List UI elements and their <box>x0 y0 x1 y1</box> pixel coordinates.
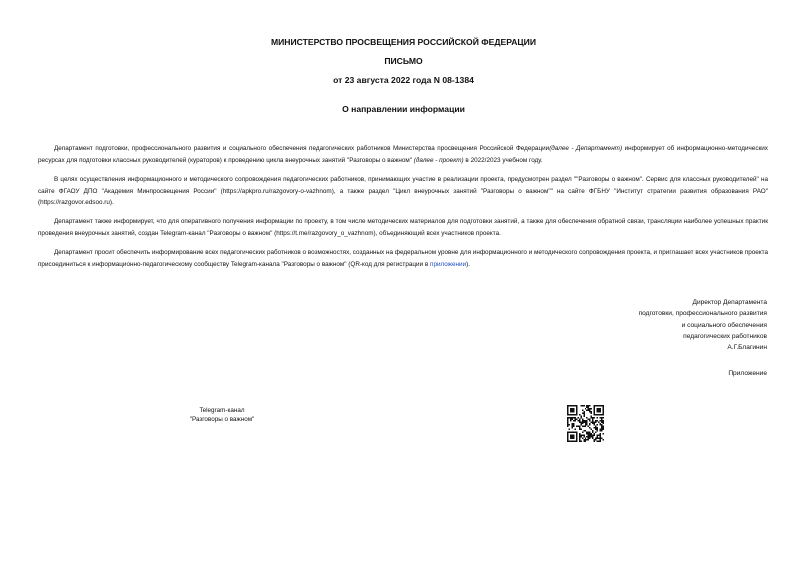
qr-code-icon <box>567 405 604 442</box>
appendix-link[interactable]: приложении <box>430 260 467 268</box>
document-type: ПИСЬМО <box>384 56 423 66</box>
appendix-label: Приложение <box>728 370 767 377</box>
paragraph-2: В целях осуществления информационного и методического сопровождения педагогических работников, принимающих участие в реализации проекта, предусмотрен раздел ""Разговоры о важном". Сервис для классных руководителей" на сайте ФГАОУ ДПО "Академия Минпросвещения России" (https://apkpro.ru/razgovory-o-vazhnom), а также раздел "Цикл внеурочных занятий "Разговоры о важном"" на сайте ФГБНУ "Институт стратегии развития образования РАО" (https://razgovor.edsoo.ru). <box>38 176 768 207</box>
paragraph-4 <box>38 247 768 270</box>
paragraph-1-text-a: Департамент подготовки, профессионального развития и социального обеспечения педагогических работников Министерства просвещения Российской Федерации <box>54 145 550 152</box>
paragraph-4-text-b: ). <box>466 260 471 268</box>
paragraph-1 <box>38 143 768 166</box>
paragraph-1-text-c: информирует об информационно-методических ресурсах для подготовки классных руководителей (кураторов) к проведению цикла внеурочных занятий "Разговоры о важном" <box>38 145 768 164</box>
telegram-caption-line-1: Telegram-канал <box>199 407 245 414</box>
ministry-title: МИНИСТЕРСТВО ПРОСВЕЩЕНИЯ РОССИЙСКОЙ ФЕДЕРАЦИИ <box>270 37 537 47</box>
signature-line-3: и социального обеспечения <box>681 321 767 329</box>
telegram-caption-line-2: "Разговоры о важном" <box>189 416 255 424</box>
paragraph-1-text-e: в 2022/2023 учебном году. <box>463 156 543 164</box>
paragraph-1-abbr-department: (далее - Департамент) <box>549 145 623 152</box>
telegram-channel-caption <box>180 406 264 425</box>
document-subject: О направлении информации <box>342 104 465 114</box>
paragraph-3: Департамент также информирует, что для оперативного получения информации по проекту, в том числе методических материалов для подготовки занятий, а также для обеспечения обратной связи, трансляции наиболее успешных практик проведения внеурочных занятий, создан Telegram-канал "Разговоры о важном" (https://t.me/razgovory_o_vazhnom), объединяющий всех участников проекта. <box>38 218 768 237</box>
signature-line-2: подготовки, профессионального развития <box>638 310 767 318</box>
document-date-number: от 23 августа 2022 года N 08-1384 <box>333 75 474 85</box>
paragraph-4-text-a: Департамент просит обеспечить информирование всех педагогических работников о возможностях, созданных на федеральном уровне для информационного и методического сопровождения проекта, и приглашает всех участников проекта присоединиться к информационно-педагогическому сообществу Telegram-канала "Разговоры о важном" (QR-код для регистрации в <box>38 249 768 268</box>
signature-line-1: Директор Департамента <box>692 299 767 306</box>
paragraph-1-abbr-project: (далее - проект) <box>413 156 464 164</box>
signature-line-4: педагогических работников <box>683 332 767 340</box>
signatory-name: А.Г.Благинин <box>727 344 767 352</box>
signature-block <box>639 297 767 353</box>
